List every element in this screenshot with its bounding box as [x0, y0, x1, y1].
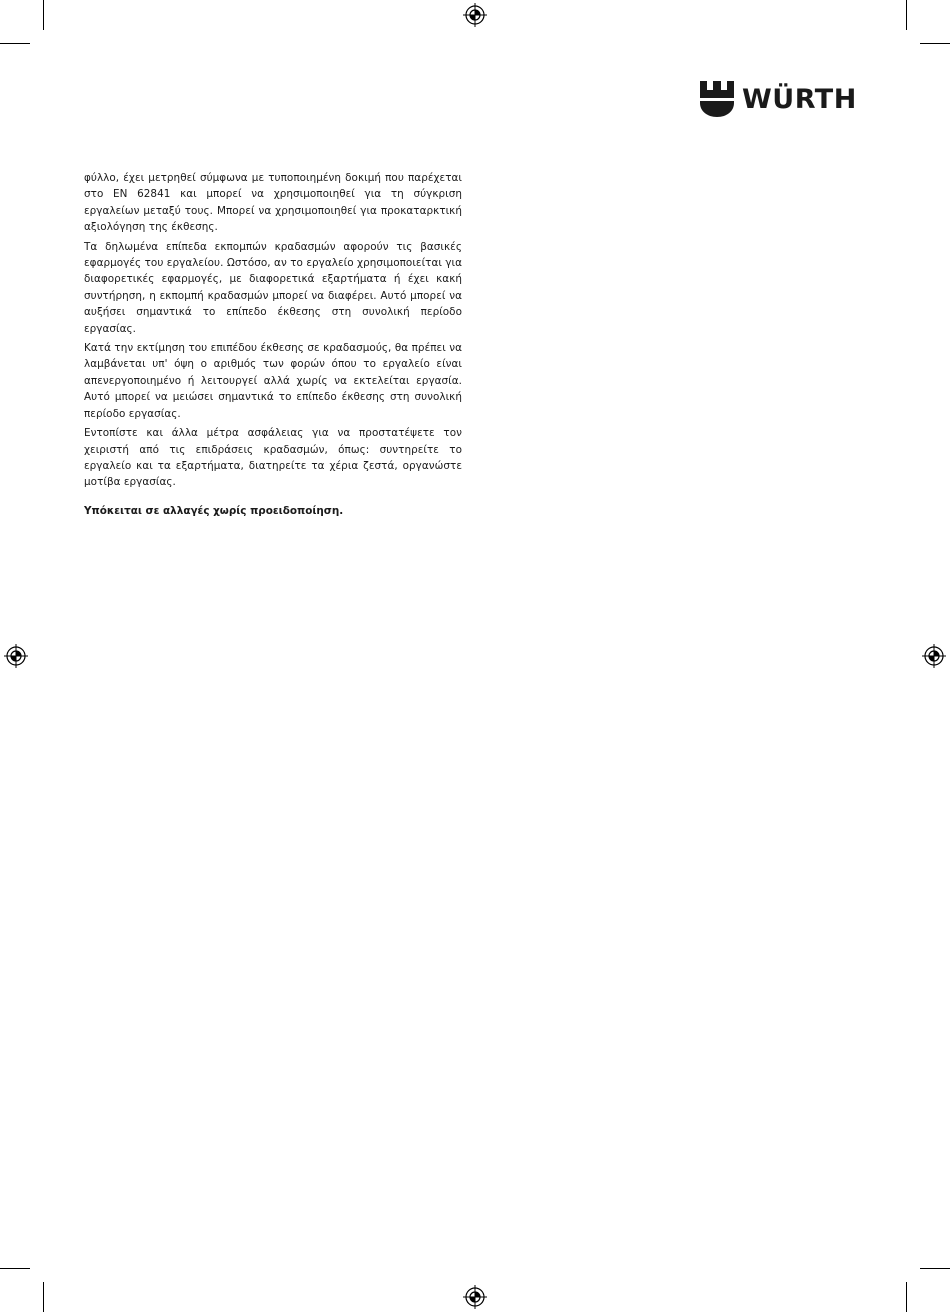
registration-mark-top-icon [463, 3, 487, 27]
paragraph-exposure-estimation: Κατά την εκτίμηση του επιπέδου έκθεσης σε κραδασμούς, θα πρέπει να λαμβάνεται υπ' όψη ο αριθμός των φορών όπου το εργαλείο είναι απενεργοποιημένο ή λειτουργεί αλλά χωρίς να εκτελείται εργασία. Αυτό μπορεί να μειώσει σημαντικά το επίπεδο έκθεσης στη συνολική περίοδο εργασίας. [84, 342, 462, 420]
registration-mark-bottom-icon [463, 1285, 487, 1309]
change-notice: Υπόκειται σε αλλαγές χωρίς προειδοποίηση. [84, 505, 344, 517]
brand-name: WÜRTH [742, 83, 857, 115]
crop-mark-top-right-vertical [906, 0, 907, 30]
crop-mark-top-left-vertical [43, 0, 44, 30]
registration-mark-right-icon [922, 644, 946, 668]
crop-mark-bottom-right-horizontal [920, 1268, 950, 1269]
wurth-logo [700, 80, 870, 118]
crop-mark-bottom-left-vertical [43, 1282, 44, 1312]
crop-mark-top-left-horizontal [0, 43, 30, 44]
wurth-logo-mark-icon [700, 81, 734, 117]
document-body [84, 170, 462, 494]
crop-mark-bottom-right-vertical [906, 1282, 907, 1312]
paragraph-vibration-measurement: φύλλο, έχει μετρηθεί σύμφωνα με τυποποιημένη δοκιμή που παρέχεται στο EN 62841 και μπορεί να χρησιμοποιηθεί για τη σύγκριση εργαλείων μεταξύ τους. Μπορεί να χρησιμοποιηθεί για προκαταρκτική αξιολόγηση της έκθεσης. [84, 172, 462, 234]
paragraph-vibration-levels: Τα δηλωμένα επίπεδα εκπομπών κραδασμών αφορούν τις βασικές εφαρμογές του εργαλείου. Ωστόσο, αν το εργαλείο χρησιμοποιείται για διαφορετικές εφαρμογές, με διαφορετικά εξαρτήματα ή έχει κακή συντήρηση, η εκπομπή κραδασμών μπορεί να διαφέρει. Αυτό μπορεί να αυξήσει σημαντικά το επίπεδο έκθεσης στη συνολική περίοδο εργασίας. [84, 240, 462, 335]
crop-mark-top-right-horizontal [920, 43, 950, 44]
paragraph-safety-measures: Εντοπίστε και άλλα μέτρα ασφάλειας για να προστατέψετε τον χειριστή από τις επιδράσεις κραδασμών, όπως: συντηρείτε το εργαλείο και τα εξαρτήματα, διατηρείτε τα χέρια ζεστά, οργανώστε μοτίβα εργασίας. [84, 427, 462, 489]
crop-mark-bottom-left-horizontal [0, 1268, 30, 1269]
registration-mark-left-icon [4, 644, 28, 668]
